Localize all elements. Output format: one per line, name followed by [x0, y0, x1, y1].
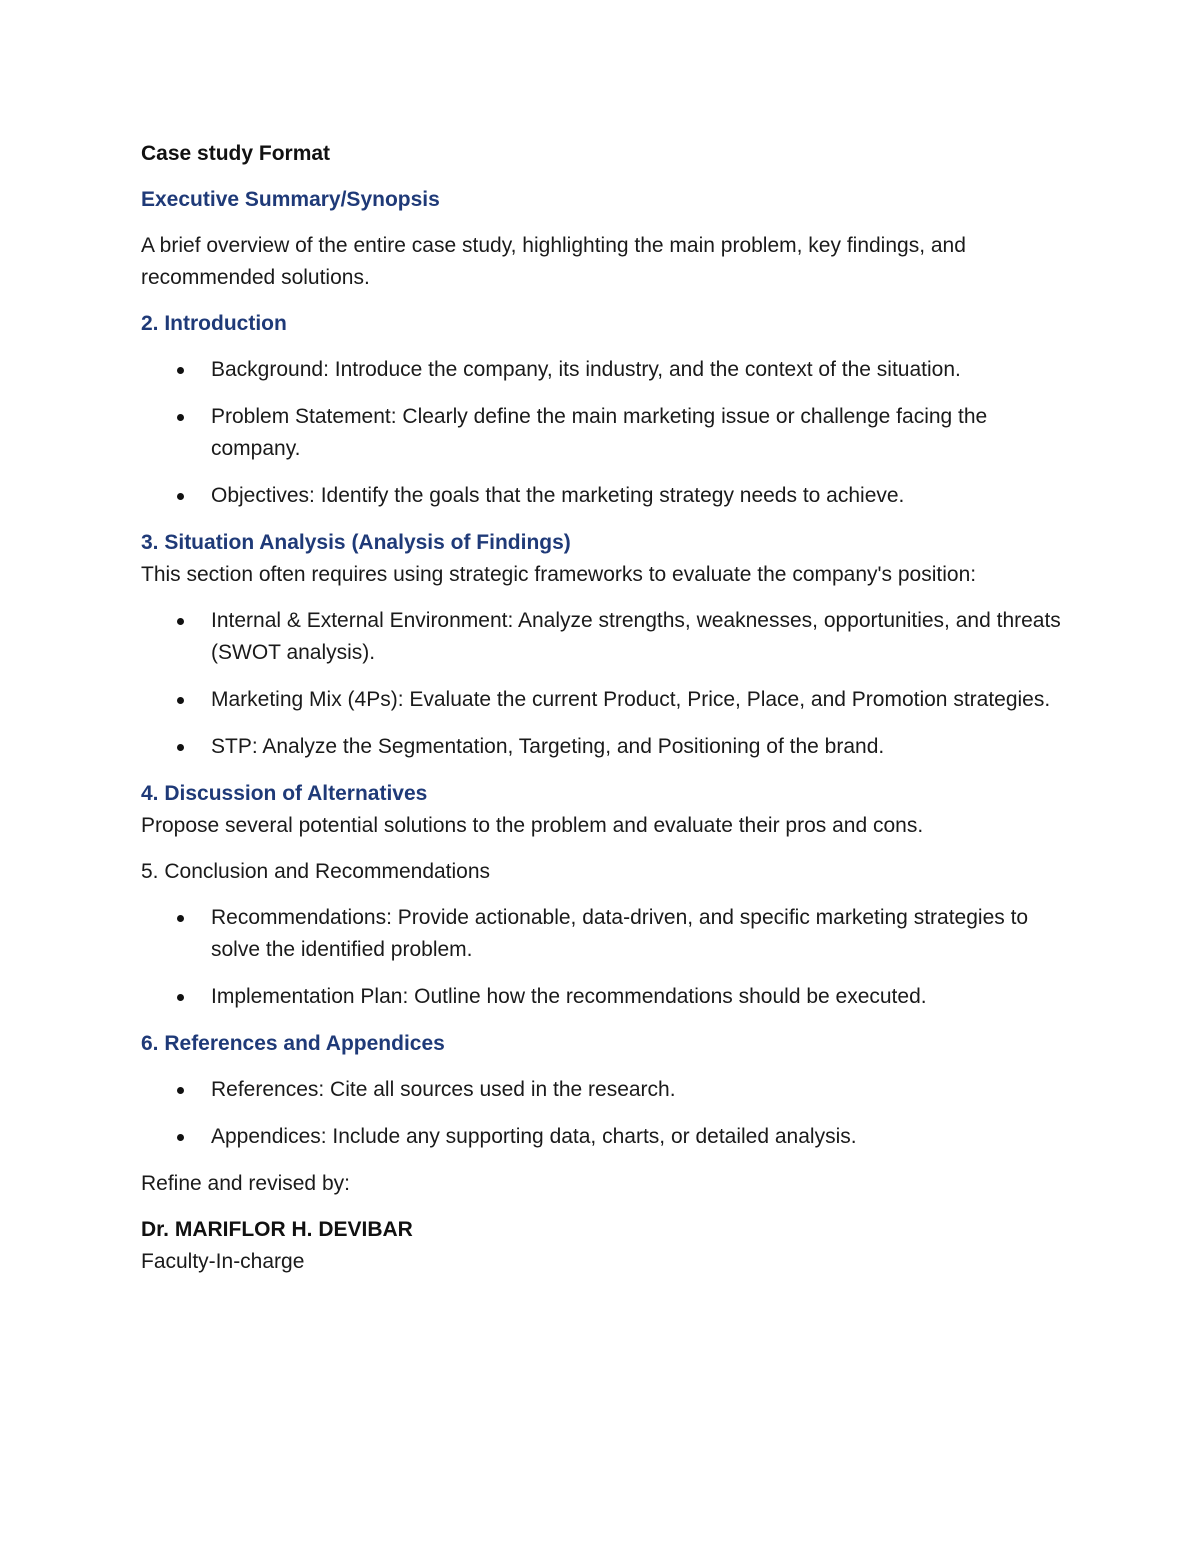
- document-title: Case study Format: [141, 142, 331, 165]
- list-item-text: STP: Analyze the Segmentation, Targeting, and Positioning of the brand.: [211, 735, 885, 758]
- signature-role: Faculty-In-charge: [141, 1250, 305, 1273]
- list-item: [141, 480, 1061, 512]
- list-item-text: Background: Introduce the company, its industry, and the context of the situation.: [211, 358, 961, 381]
- references-list: [141, 1074, 1061, 1153]
- list-item: [141, 401, 1061, 465]
- bullet-icon: [177, 367, 184, 374]
- bullet-icon: [177, 414, 184, 421]
- signature-intro: Refine and revised by:: [141, 1172, 350, 1195]
- list-item: [141, 902, 1061, 966]
- introduction-list: [141, 354, 1061, 512]
- executive-summary-text: A brief overview of the entire case study, highlighting the main problem, key findings, and recommended solutions.: [141, 234, 966, 289]
- conclusion-list: [141, 902, 1061, 1013]
- list-item-text: Problem Statement: Clearly define the main marketing issue or challenge facing the company.: [211, 405, 988, 460]
- bullet-icon: [177, 1087, 184, 1094]
- bullet-icon: [177, 493, 184, 500]
- situation-analysis-heading: 3. Situation Analysis (Analysis of Findings): [141, 531, 571, 554]
- executive-summary-heading: Executive Summary/Synopsis: [141, 188, 440, 211]
- list-item: [141, 1121, 1061, 1153]
- alternatives-text: Propose several potential solutions to the problem and evaluate their pros and cons.: [141, 814, 924, 837]
- bullet-icon: [177, 915, 184, 922]
- list-item-text: Recommendations: Provide actionable, data-driven, and specific marketing strategies to solve the identified problem.: [211, 906, 1029, 961]
- introduction-heading: 2. Introduction: [141, 312, 287, 335]
- bullet-icon: [177, 697, 184, 704]
- list-item-text: Appendices: Include any supporting data, charts, or detailed analysis.: [211, 1125, 857, 1148]
- list-item: [141, 354, 1061, 386]
- list-item: [141, 1074, 1061, 1106]
- bullet-icon: [177, 618, 184, 625]
- signature-name: Dr. MARIFLOR H. DEVIBAR: [141, 1218, 413, 1241]
- bullet-icon: [177, 1134, 184, 1141]
- list-item: [141, 731, 1061, 763]
- list-item-text: Internal & External Environment: Analyze strengths, weaknesses, opportunities, and threats (SWOT analysis).: [211, 609, 1061, 664]
- list-item-text: References: Cite all sources used in the research.: [211, 1078, 676, 1101]
- references-heading: 6. References and Appendices: [141, 1032, 445, 1055]
- situation-analysis-list: [141, 605, 1061, 763]
- situation-analysis-text: This section often requires using strategic frameworks to evaluate the company's position:: [141, 563, 977, 586]
- conclusion-heading: 5. Conclusion and Recommendations: [141, 860, 491, 883]
- list-item-text: Objectives: Identify the goals that the marketing strategy needs to achieve.: [211, 484, 905, 507]
- alternatives-heading: 4. Discussion of Alternatives: [141, 782, 428, 805]
- list-item-text: Marketing Mix (4Ps): Evaluate the current Product, Price, Place, and Promotion strategies.: [211, 688, 1051, 711]
- list-item: [141, 981, 1061, 1013]
- list-item: [141, 684, 1061, 716]
- bullet-icon: [177, 994, 184, 1001]
- list-item: [141, 605, 1061, 669]
- document-page: [141, 138, 1061, 1278]
- list-item-text: Implementation Plan: Outline how the recommendations should be executed.: [211, 985, 927, 1008]
- bullet-icon: [177, 744, 184, 751]
